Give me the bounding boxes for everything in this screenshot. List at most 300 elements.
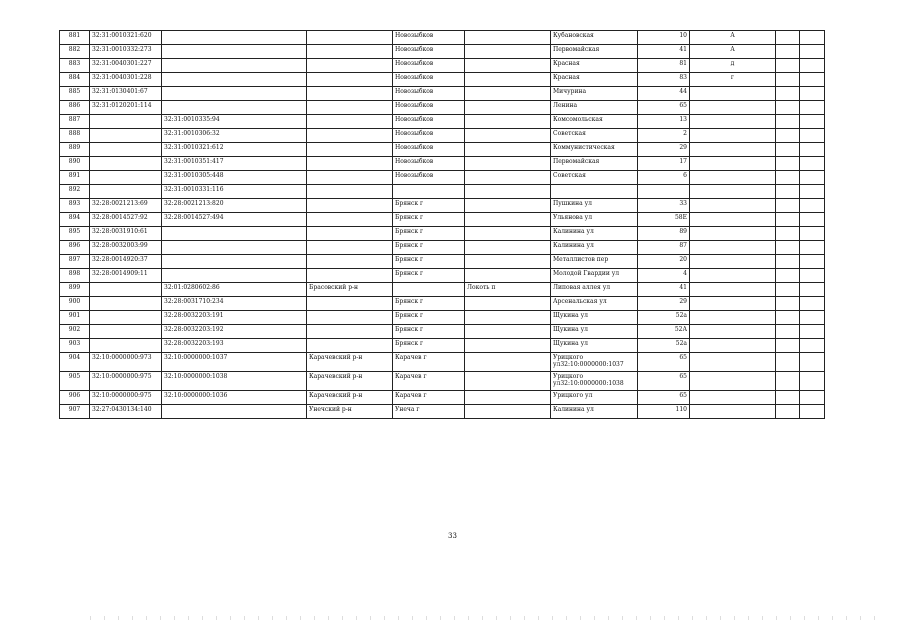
cell-h <box>690 405 776 419</box>
cell-y <box>800 325 825 339</box>
table-row <box>60 87 825 101</box>
cell-n: 881 <box>60 31 90 45</box>
cell-b: 32:31:0010305:448 <box>162 171 307 185</box>
cell-c <box>307 199 393 213</box>
page-number: 33 <box>448 532 457 540</box>
cell-d: Новозыбков <box>393 73 465 87</box>
cell-e <box>465 213 551 227</box>
cell-b: 32:10:0000000:1038 <box>162 372 307 391</box>
cell-e <box>465 73 551 87</box>
table-row <box>60 372 825 391</box>
cell-b: 32:28:0032203:191 <box>162 311 307 325</box>
cell-n: 887 <box>60 115 90 129</box>
cell-x <box>776 372 800 391</box>
cell-g: 29 <box>638 143 690 157</box>
cell-b: 32:28:0014527:494 <box>162 213 307 227</box>
cell-f: Калинина ул <box>551 227 638 241</box>
cell-x <box>776 157 800 171</box>
cell-a: 32:28:0032003:99 <box>90 241 162 255</box>
table-row <box>60 59 825 73</box>
cell-d: Брянск г <box>393 255 465 269</box>
cell-d: Новозыбков <box>393 87 465 101</box>
cell-x <box>776 185 800 199</box>
cell-e <box>465 255 551 269</box>
cell-n: 899 <box>60 283 90 297</box>
cell-a <box>90 325 162 339</box>
cell-y <box>800 101 825 115</box>
cell-y <box>800 171 825 185</box>
cell-x <box>776 283 800 297</box>
cell-d <box>393 185 465 199</box>
cell-y <box>800 59 825 73</box>
table-row <box>60 339 825 353</box>
cell-e <box>465 372 551 391</box>
cell-y <box>800 73 825 87</box>
cell-b: 32:01:0280602:86 <box>162 283 307 297</box>
cell-y <box>800 372 825 391</box>
cell-f: Первомайская <box>551 45 638 59</box>
cell-b: 32:31:0010321:612 <box>162 143 307 157</box>
cell-e <box>465 227 551 241</box>
cell-c <box>307 269 393 283</box>
cell-a: 32:10:0000000:975 <box>90 372 162 391</box>
cell-c <box>307 255 393 269</box>
cell-x <box>776 101 800 115</box>
cell-h <box>690 129 776 143</box>
cell-b <box>162 87 307 101</box>
cell-h <box>690 101 776 115</box>
cell-d: Новозыбков <box>393 59 465 73</box>
cell-h <box>690 353 776 372</box>
cell-h <box>690 269 776 283</box>
cell-f: Щукина ул <box>551 339 638 353</box>
cell-c: Карачевский р-н <box>307 372 393 391</box>
cell-a: 32:28:0014527:92 <box>90 213 162 227</box>
cell-h: А <box>690 45 776 59</box>
cell-n: 900 <box>60 297 90 311</box>
cell-e <box>465 405 551 419</box>
cell-d: Брянск г <box>393 297 465 311</box>
cell-g: 13 <box>638 115 690 129</box>
cell-b: 32:31:0010335:94 <box>162 115 307 129</box>
cell-b: 32:28:0032203:193 <box>162 339 307 353</box>
cell-f: Советская <box>551 171 638 185</box>
cell-f: Пушкина ул <box>551 199 638 213</box>
cell-h <box>690 241 776 255</box>
cell-n: 901 <box>60 311 90 325</box>
cell-b <box>162 59 307 73</box>
cell-h <box>690 115 776 129</box>
cell-y <box>800 45 825 59</box>
cell-y <box>800 157 825 171</box>
table-row <box>60 255 825 269</box>
cell-b <box>162 101 307 115</box>
cell-b: 32:28:0021213:820 <box>162 199 307 213</box>
cell-y <box>800 199 825 213</box>
table-row <box>60 213 825 227</box>
cell-d: Новозыбков <box>393 115 465 129</box>
cell-a: 32:28:0021213:69 <box>90 199 162 213</box>
cell-h <box>690 372 776 391</box>
cell-g: 87 <box>638 241 690 255</box>
cell-g: 41 <box>638 283 690 297</box>
cell-d: Карачев г <box>393 372 465 391</box>
cell-e <box>465 325 551 339</box>
table-row <box>60 101 825 115</box>
cell-n: 883 <box>60 59 90 73</box>
cell-b: 32:28:0032203:192 <box>162 325 307 339</box>
cell-b: 32:10:0000000:1036 <box>162 391 307 405</box>
cell-d: Брянск г <box>393 339 465 353</box>
table-row <box>60 143 825 157</box>
cell-n: 890 <box>60 157 90 171</box>
cell-y <box>800 185 825 199</box>
cell-y <box>800 353 825 372</box>
cell-x <box>776 129 800 143</box>
cell-n: 902 <box>60 325 90 339</box>
cell-h <box>690 255 776 269</box>
cell-f: Урицкого ул32:10:0000000:1038 <box>551 372 638 391</box>
cell-d: Новозыбков <box>393 157 465 171</box>
cell-f: Кубановская <box>551 31 638 45</box>
cell-g: 10 <box>638 31 690 45</box>
cell-n: 885 <box>60 87 90 101</box>
cell-a: 32:31:0130401:67 <box>90 87 162 101</box>
cell-h <box>690 311 776 325</box>
cell-g: 110 <box>638 405 690 419</box>
cell-b: 32:31:0010331:116 <box>162 185 307 199</box>
cell-h <box>690 213 776 227</box>
cell-f: Красная <box>551 59 638 73</box>
cell-f: Металлистов пер <box>551 255 638 269</box>
cell-d: Новозыбков <box>393 129 465 143</box>
cell-g: 65 <box>638 353 690 372</box>
cell-d: Новозыбков <box>393 101 465 115</box>
cell-f: Молодой Гвардии ул <box>551 269 638 283</box>
cell-h <box>690 325 776 339</box>
cell-e <box>465 297 551 311</box>
cell-c: Карачевский р-н <box>307 353 393 372</box>
cell-b: 32:31:0010351:417 <box>162 157 307 171</box>
cell-h: д <box>690 59 776 73</box>
cell-n: 895 <box>60 227 90 241</box>
cell-f: Советская <box>551 129 638 143</box>
cell-d <box>393 283 465 297</box>
cell-h <box>690 157 776 171</box>
table-row <box>60 129 825 143</box>
cell-f: Первомайская <box>551 157 638 171</box>
cell-e <box>465 101 551 115</box>
cell-n: 884 <box>60 73 90 87</box>
cell-g: 58Е <box>638 213 690 227</box>
cell-h <box>690 185 776 199</box>
cell-y <box>800 213 825 227</box>
cell-n: 882 <box>60 45 90 59</box>
cell-a <box>90 297 162 311</box>
cell-y <box>800 87 825 101</box>
cell-n: 907 <box>60 405 90 419</box>
cell-g: 6 <box>638 171 690 185</box>
cell-e <box>465 87 551 101</box>
table-row <box>60 157 825 171</box>
cell-a <box>90 157 162 171</box>
cell-c <box>307 213 393 227</box>
cell-c <box>307 227 393 241</box>
cell-g: 4 <box>638 269 690 283</box>
cell-x <box>776 241 800 255</box>
cell-c: Карачевский р-н <box>307 391 393 405</box>
cell-y <box>800 405 825 419</box>
cell-f: Арсенальская ул <box>551 297 638 311</box>
cell-y <box>800 241 825 255</box>
table-row <box>60 353 825 372</box>
cell-x <box>776 73 800 87</box>
cell-g: 20 <box>638 255 690 269</box>
cell-a: 32:10:0000000:975 <box>90 391 162 405</box>
table-row <box>60 73 825 87</box>
cell-a <box>90 339 162 353</box>
cell-f: Щукина ул <box>551 311 638 325</box>
cell-g: 52а <box>638 311 690 325</box>
cell-f: Урицкого ул <box>551 391 638 405</box>
cell-x <box>776 255 800 269</box>
cell-y <box>800 255 825 269</box>
cell-d: Карачев г <box>393 391 465 405</box>
cell-d: Брянск г <box>393 325 465 339</box>
cell-c <box>307 241 393 255</box>
cell-a <box>90 171 162 185</box>
cell-n: 892 <box>60 185 90 199</box>
cell-c <box>307 129 393 143</box>
cell-a: 32:31:0120201:114 <box>90 101 162 115</box>
table-row <box>60 185 825 199</box>
cell-n: 893 <box>60 199 90 213</box>
cell-g: 33 <box>638 199 690 213</box>
cell-e <box>465 241 551 255</box>
cell-x <box>776 143 800 157</box>
table-row <box>60 241 825 255</box>
table-body <box>60 31 825 419</box>
cell-g: 17 <box>638 157 690 171</box>
cell-f: Калинина ул <box>551 241 638 255</box>
cell-g: 89 <box>638 227 690 241</box>
cell-b <box>162 45 307 59</box>
cell-y <box>800 115 825 129</box>
scan-artifact <box>90 616 880 620</box>
cell-d: Брянск г <box>393 241 465 255</box>
cell-g: 65 <box>638 391 690 405</box>
cell-c <box>307 143 393 157</box>
cell-g: 52А <box>638 325 690 339</box>
cell-c <box>307 297 393 311</box>
cell-x <box>776 297 800 311</box>
cell-c <box>307 325 393 339</box>
cell-x <box>776 325 800 339</box>
cell-y <box>800 143 825 157</box>
cell-x <box>776 31 800 45</box>
cell-e <box>465 115 551 129</box>
cell-f: Красная <box>551 73 638 87</box>
cell-a: 32:31:0040301:228 <box>90 73 162 87</box>
cell-x <box>776 199 800 213</box>
cell-x <box>776 269 800 283</box>
cell-x <box>776 213 800 227</box>
cell-a: 32:31:0010332:273 <box>90 45 162 59</box>
cell-c: Унечский р-н <box>307 405 393 419</box>
cell-g: 81 <box>638 59 690 73</box>
cell-c <box>307 311 393 325</box>
cell-f: Мичурина <box>551 87 638 101</box>
table-row <box>60 405 825 419</box>
cell-b: 32:28:0031710:234 <box>162 297 307 311</box>
cell-g: 65 <box>638 372 690 391</box>
cell-h: г <box>690 73 776 87</box>
cell-y <box>800 297 825 311</box>
cell-b <box>162 269 307 283</box>
cell-d: Новозыбков <box>393 45 465 59</box>
cell-x <box>776 59 800 73</box>
table-row <box>60 45 825 59</box>
cell-a <box>90 283 162 297</box>
cell-y <box>800 391 825 405</box>
table-row <box>60 199 825 213</box>
cell-n: 891 <box>60 171 90 185</box>
cell-a <box>90 311 162 325</box>
cell-x <box>776 227 800 241</box>
cell-e: Локоть п <box>465 283 551 297</box>
registry-table <box>59 30 825 419</box>
cell-x <box>776 115 800 129</box>
cell-a: 32:28:0031910:61 <box>90 227 162 241</box>
cell-b: 32:10:0000000:1037 <box>162 353 307 372</box>
cell-e <box>465 143 551 157</box>
cell-e <box>465 269 551 283</box>
table-row <box>60 297 825 311</box>
cell-e <box>465 31 551 45</box>
cell-h <box>690 391 776 405</box>
cell-h <box>690 171 776 185</box>
cell-c <box>307 115 393 129</box>
cell-e <box>465 171 551 185</box>
cell-a: 32:31:0010321:620 <box>90 31 162 45</box>
cell-x <box>776 339 800 353</box>
cell-h <box>690 283 776 297</box>
cell-e <box>465 185 551 199</box>
cell-x <box>776 171 800 185</box>
cell-n: 898 <box>60 269 90 283</box>
cell-f: Комсомольская <box>551 115 638 129</box>
cell-e <box>465 353 551 372</box>
cell-f: Калинина ул <box>551 405 638 419</box>
cell-n: 889 <box>60 143 90 157</box>
cell-e <box>465 311 551 325</box>
cell-c <box>307 59 393 73</box>
table-row <box>60 269 825 283</box>
cell-a: 32:31:0040301:227 <box>90 59 162 73</box>
cell-n: 905 <box>60 372 90 391</box>
cell-g: 41 <box>638 45 690 59</box>
cell-c <box>307 101 393 115</box>
cell-c <box>307 31 393 45</box>
cell-d: Брянск г <box>393 269 465 283</box>
cell-c <box>307 157 393 171</box>
cell-f: Щукина ул <box>551 325 638 339</box>
cell-f <box>551 185 638 199</box>
cell-b <box>162 227 307 241</box>
cell-d: Карачев г <box>393 353 465 372</box>
cell-d: Брянск г <box>393 213 465 227</box>
cell-c: Брасовский р-н <box>307 283 393 297</box>
cell-h <box>690 199 776 213</box>
cell-f: Ульянова ул <box>551 213 638 227</box>
cell-h <box>690 227 776 241</box>
cell-d: Унеча г <box>393 405 465 419</box>
cell-g: 52а <box>638 339 690 353</box>
table-row <box>60 31 825 45</box>
cell-n: 888 <box>60 129 90 143</box>
cell-b <box>162 405 307 419</box>
cell-g: 83 <box>638 73 690 87</box>
cell-f: Урицкого ул32:10:0000000:1037 <box>551 353 638 372</box>
cell-e <box>465 339 551 353</box>
cell-a: 32:28:0014909:11 <box>90 269 162 283</box>
cell-e <box>465 157 551 171</box>
cell-d: Новозыбков <box>393 31 465 45</box>
table-row <box>60 391 825 405</box>
cell-c <box>307 73 393 87</box>
cell-a <box>90 143 162 157</box>
cell-x <box>776 87 800 101</box>
cell-y <box>800 339 825 353</box>
cell-b <box>162 241 307 255</box>
cell-y <box>800 129 825 143</box>
cell-x <box>776 391 800 405</box>
cell-c <box>307 171 393 185</box>
table-row <box>60 227 825 241</box>
cell-h <box>690 87 776 101</box>
cell-n: 886 <box>60 101 90 115</box>
cell-e <box>465 45 551 59</box>
cell-f: Липовая аллея ул <box>551 283 638 297</box>
cell-e <box>465 59 551 73</box>
cell-c <box>307 339 393 353</box>
cell-a: 32:27:0430134:140 <box>90 405 162 419</box>
cell-b: 32:31:0010306:32 <box>162 129 307 143</box>
cell-c <box>307 87 393 101</box>
cell-n: 896 <box>60 241 90 255</box>
cell-d: Брянск г <box>393 227 465 241</box>
cell-h: А <box>690 31 776 45</box>
cell-c <box>307 185 393 199</box>
cell-h <box>690 339 776 353</box>
cell-h <box>690 297 776 311</box>
cell-b <box>162 31 307 45</box>
cell-d: Новозыбков <box>393 143 465 157</box>
cell-a: 32:10:0000000:973 <box>90 353 162 372</box>
cell-d: Брянск г <box>393 199 465 213</box>
cell-y <box>800 283 825 297</box>
cell-f: Ленина <box>551 101 638 115</box>
cell-x <box>776 311 800 325</box>
cell-n: 903 <box>60 339 90 353</box>
cell-g: 29 <box>638 297 690 311</box>
cell-x <box>776 353 800 372</box>
cell-a <box>90 115 162 129</box>
cell-y <box>800 311 825 325</box>
cell-y <box>800 227 825 241</box>
table-row <box>60 171 825 185</box>
cell-y <box>800 269 825 283</box>
